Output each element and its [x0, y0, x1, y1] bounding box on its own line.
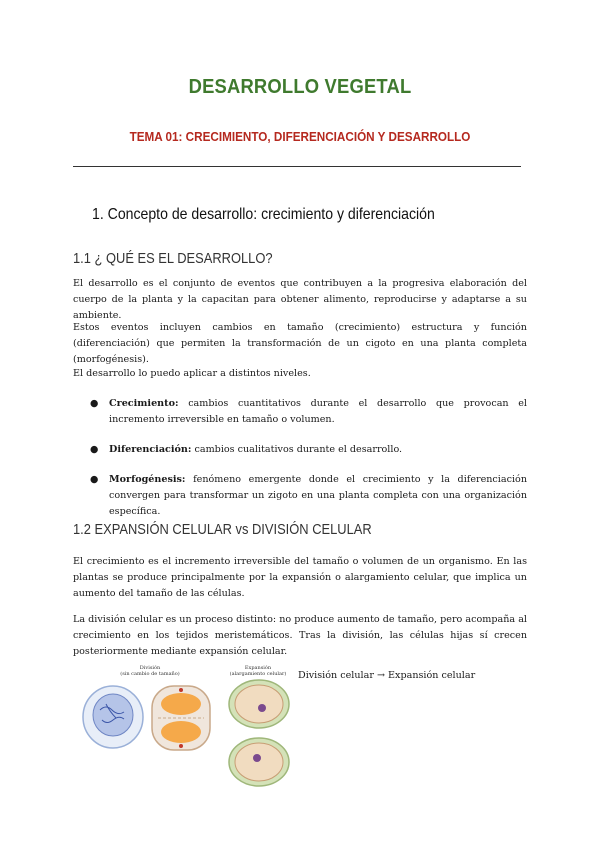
definition-diferenciacion: cambios cualitativos durante el desarrollo.	[191, 444, 403, 455]
definition-morfogenesis: fenómeno emergente donde el crecimiento y la diferenciación convergen para transformar un zigoto en una planta completa con una organización específica.	[109, 474, 527, 517]
figure-expansion-label-line2: (alargamiento celular)	[229, 671, 287, 677]
list-item	[90, 396, 527, 428]
daughter-nucleus-top	[161, 693, 201, 715]
document-subtitle: TEMA 01: CRECIMIENTO, DIFERENCIACIÓN Y DESARROLLO	[129, 129, 471, 144]
nucleus-top	[258, 704, 266, 712]
bullet-icon: ●	[90, 398, 99, 409]
daughter-nucleus-bottom	[161, 721, 201, 743]
section-1-2-heading: 1.2 EXPANSIÓN CELULAR vs DIVISIÓN CELULAR	[73, 521, 372, 538]
paragraph-definition: El desarrollo es el conjunto de eventos que contribuyen a la progresiva elaboración del cuerpo de la planta y la capacitan para obtener alimento, reproducirse y adaptarse a su ambiente.	[73, 278, 527, 321]
paragraph-levels: El desarrollo lo puedo aplicar a distintos niveles.	[73, 368, 311, 379]
centrosome-bottom	[179, 744, 183, 748]
section-1-1-heading: 1.1 ¿ QUÉ ES EL DESARROLLO?	[73, 250, 273, 267]
document-title: DESARROLLO VEGETAL	[188, 76, 412, 98]
cell-expansion-figure	[226, 678, 292, 788]
definition-crecimiento: cambios cuantitativos durante el desarrollo que provocan el incremento irreversible en tamaño o volumen.	[109, 398, 527, 425]
bullet-icon: ●	[90, 444, 99, 455]
paragraph-events: Estos eventos incluyen cambios en tamaño (crecimiento) estructura y función (diferenciación) que permiten la transformación de un cigoto en una planta completa (morfogénesis).	[73, 322, 527, 365]
term-morfogenesis: Morfogénesis:	[109, 474, 186, 485]
bullet-icon: ●	[90, 474, 99, 485]
cell-division-figure	[80, 682, 214, 752]
term-diferenciacion: Diferenciación:	[109, 444, 192, 455]
list-item	[90, 472, 527, 520]
term-crecimiento: Crecimiento:	[109, 398, 179, 409]
nucleus-bottom	[253, 754, 261, 762]
expanded-cell-bottom	[235, 743, 283, 781]
centrosome-top	[179, 688, 183, 692]
figure-division-label-line1: División	[139, 665, 161, 671]
figure-expansion-label-line1: Expansión	[244, 665, 272, 671]
paragraph-division: La división celular es un proceso distinto: no produce aumento de tamaño, pero acompaña al crecimiento en los tejidos meristemáticos. Tras la división, las células hijas sí crecen posteriormente mediante expansión celular.	[73, 614, 527, 657]
figure-caption: División celular → Expansión celular	[298, 670, 476, 681]
figure-division-label-line2: (sin cambio de tamaño)	[120, 671, 180, 677]
expanded-cell-top	[235, 685, 283, 723]
section-1-heading: 1. Concepto de desarrollo: crecimiento y diferenciación	[92, 206, 435, 223]
figure-expansion-label	[228, 665, 288, 677]
list-item	[90, 442, 527, 458]
header-divider	[73, 166, 521, 167]
definitions-list	[90, 396, 527, 520]
paragraph-growth: El crecimiento es el incremento irreversible del tamaño o volumen de un organismo. En las plantas se produce principalmente por la expansión o alargamiento celular, que implica un aumento del tamaño de las células.	[73, 556, 527, 599]
figure-division-label	[95, 665, 205, 677]
